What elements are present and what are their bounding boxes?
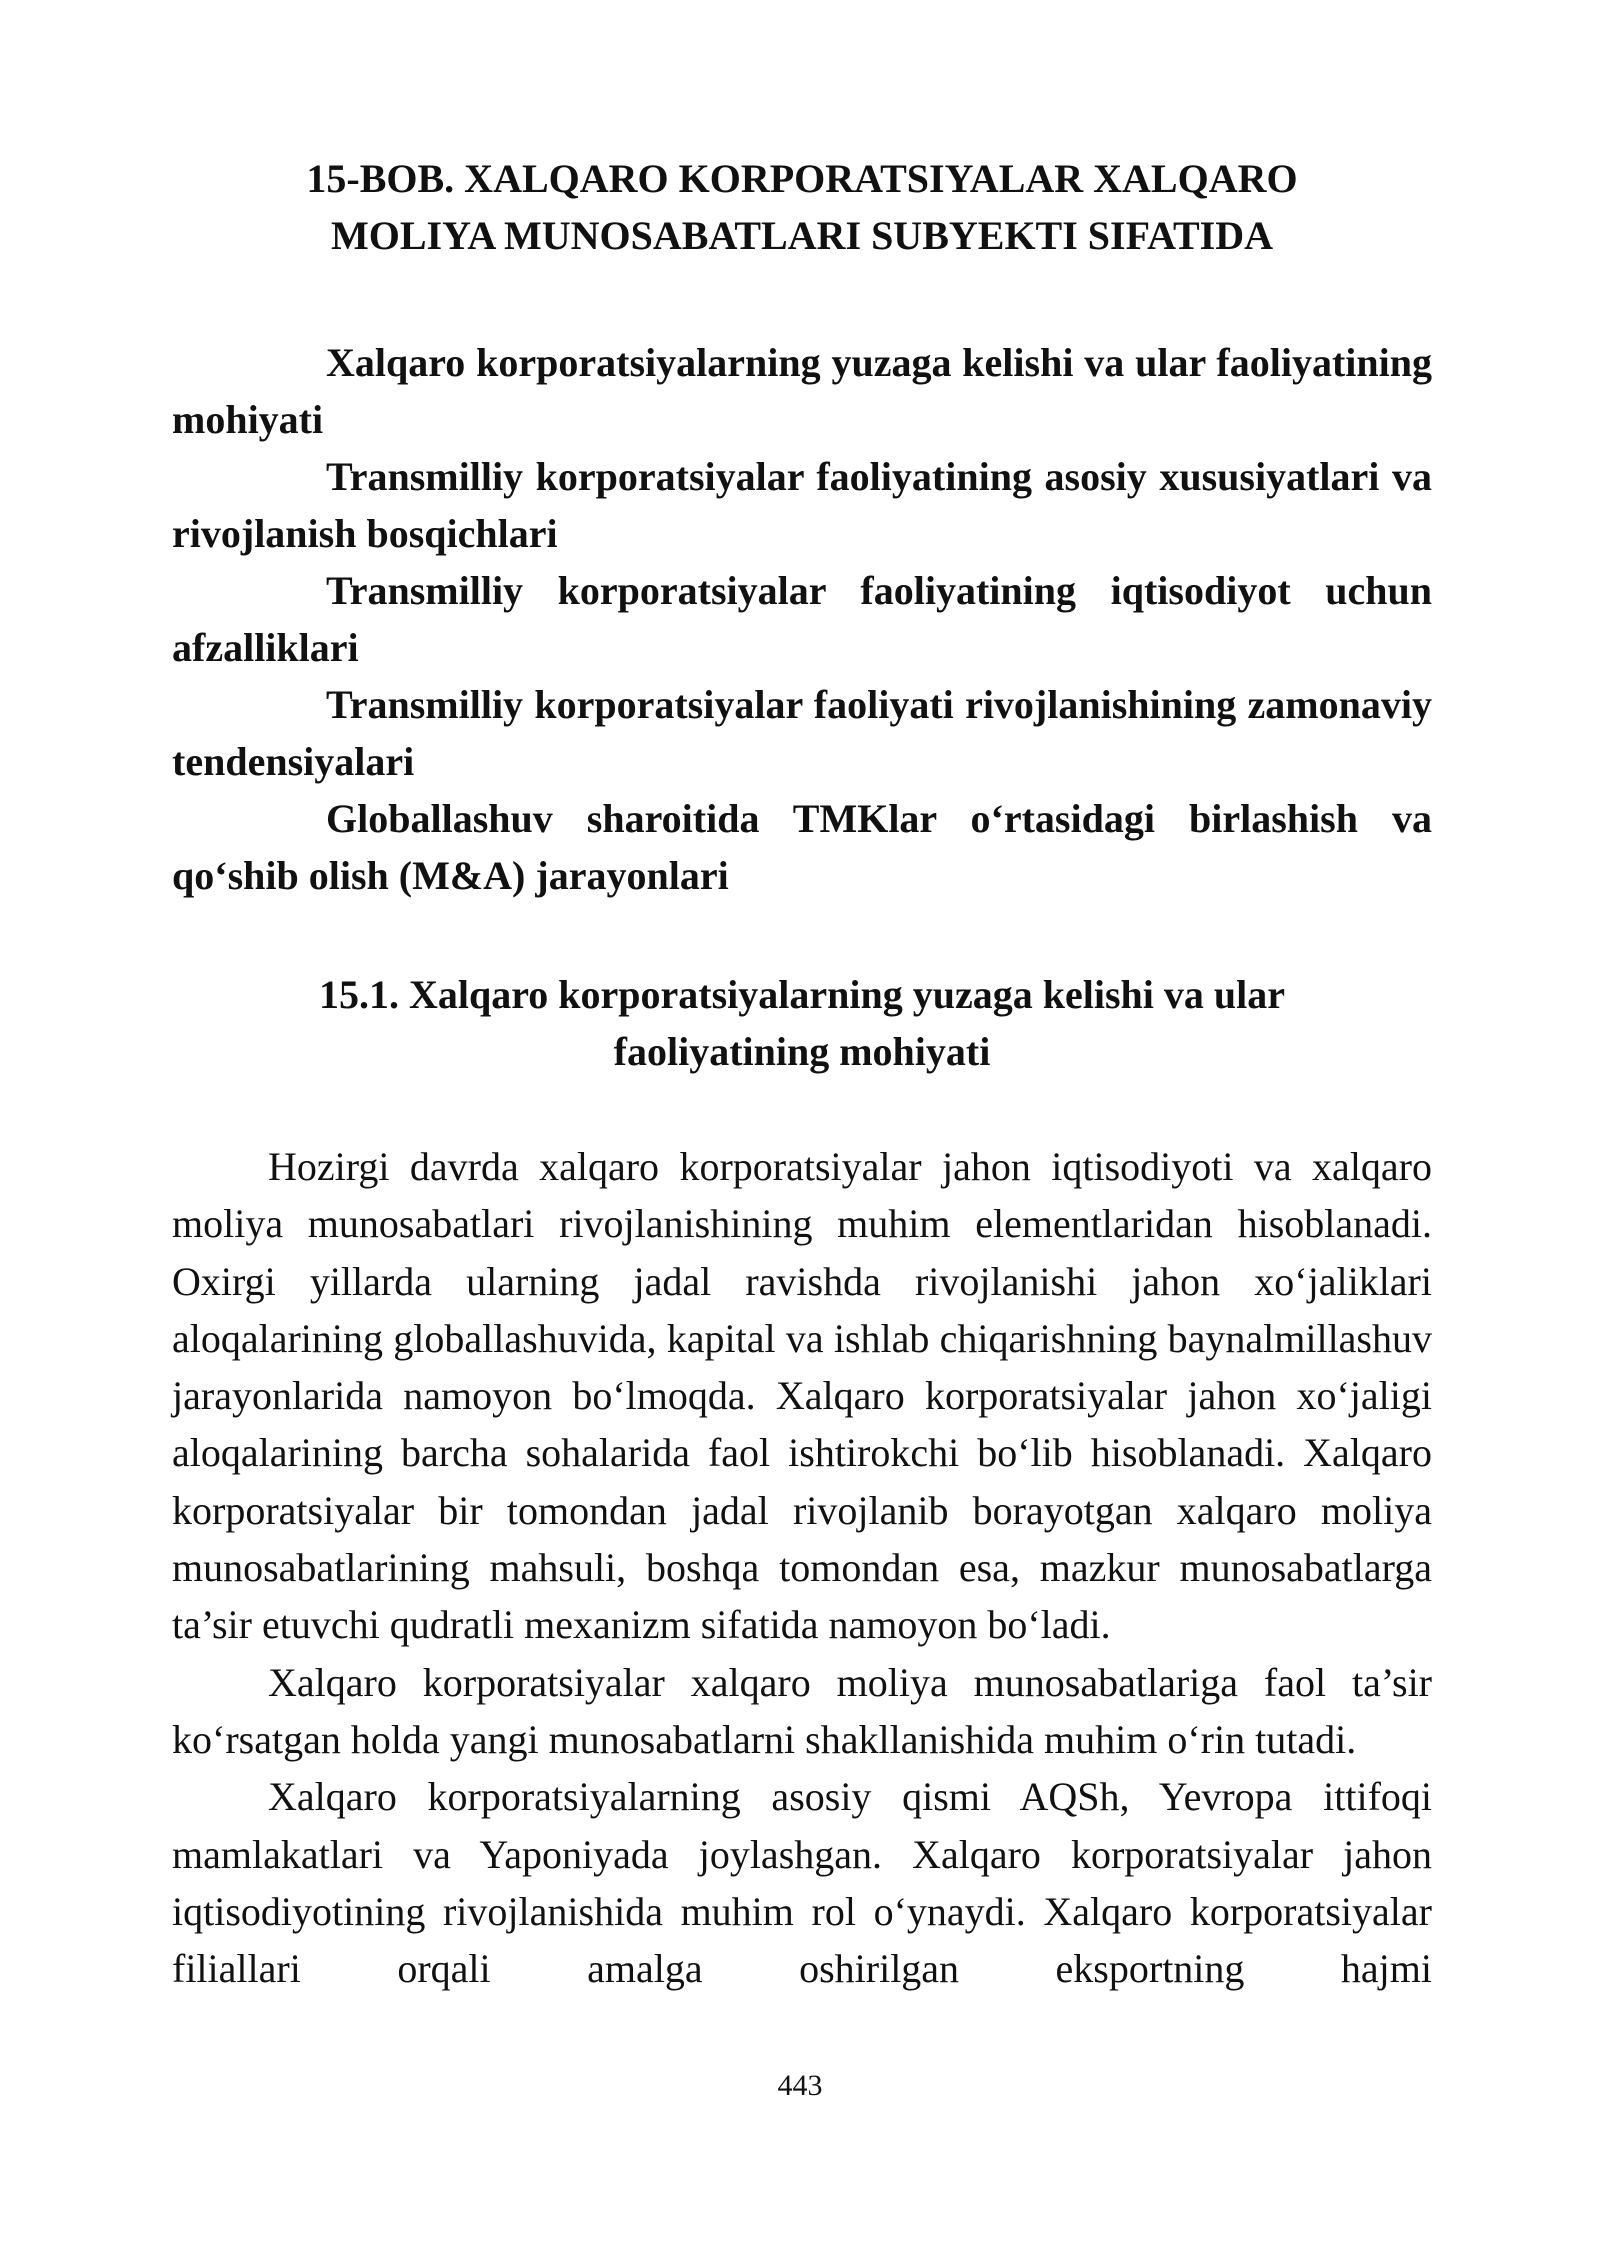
chapter-title [172,150,1432,264]
outline-item: Transmilliy korporatsiyalar faoliyatining asosiy xususiyatlari va rivojlanish bosqichlari [172,454,1432,556]
body-paragraph: Xalqaro korporatsiyalarning asosiy qismi AQSh, Yevropa ittifoqi mamlakatlari va Yaponiyada joylashgan. Xalqaro korporatsiyalar jahon iqtisodiyotining rivojlanishida muhim rol o‘ynaydi. Xalqaro korporatsiyalar filiallari orqali amalga oshirilgan eksportning hajmi [172,1774,1432,1992]
chapter-title-line-2: MOLIYA MUNOSABATLARI SUBYEKTI SIFATIDA [330,213,1274,258]
outline-item: Transmilliy korporatsiyalar faoliyati rivojlanishining zamonaviy tendensiyalari [172,682,1432,784]
body-paragraph: Hozirgi davrda xalqaro korporatsiyalar jahon iqtisodiyoti va xalqaro moliya munosabatlari rivojlanishining muhim elementlaridan hisoblanadi. Oxirgi yillarda ularning jadal ravishda rivojlanishi jahon xo‘jaliklari aloqalarining globallashuvida, kapital va ishlab chiqarishning baynalmillashuv jarayonlarida namoyon bo‘lmoqda. Xalqaro korporatsiyalar jahon xo‘jaligi aloqalarining barcha sohalarida faol ishtirokchi bo‘lib hisoblanadi. Xalqaro korporatsiyalar bir tomondan jadal rivojlanib borayotgan xalqaro moliya munosabatlarining mahsuli, boshqa tomondan esa, mazkur munosabatlarga ta’sir etuvchi qudratli mexanizm sifatida namoyon bo‘ladi. [172,1144,1432,1648]
outline-item: Xalqaro korporatsiyalarning yuzaga kelishi va ular faoliyatining mohiyati [172,340,1432,442]
body-paragraph: Xalqaro korporatsiyalar xalqaro moliya munosabatlariga faol ta’sir ko‘rsatgan holda yangi munosabatlarni shakllanishida muhim o‘rin tutadi. [172,1659,1432,1762]
outline-item: Transmilliy korporatsiyalar faoliyatining iqtisodiyot uchun afzalliklari [172,568,1432,670]
chapter-outline [172,334,1432,904]
outline-item: Globallashuv sharoitida TMKlar o‘rtasidagi birlashish va qo‘shib olish (M&A) jarayonlari [172,796,1432,898]
section-title [172,966,1432,1080]
section-title-line-1: 15.1. Xalqaro korporatsiyalarning yuzaga kelishi va ular [318,972,1285,1017]
section-title-line-2: faoliyatining mohiyati [613,1029,991,1074]
body-text [172,1138,1432,1997]
page-number: 443 [777,2069,823,2102]
page-content [172,150,1432,1997]
chapter-title-line-1: 15-BOB. XALQARO KORPORATSIYALAR XALQARO [306,156,1298,201]
